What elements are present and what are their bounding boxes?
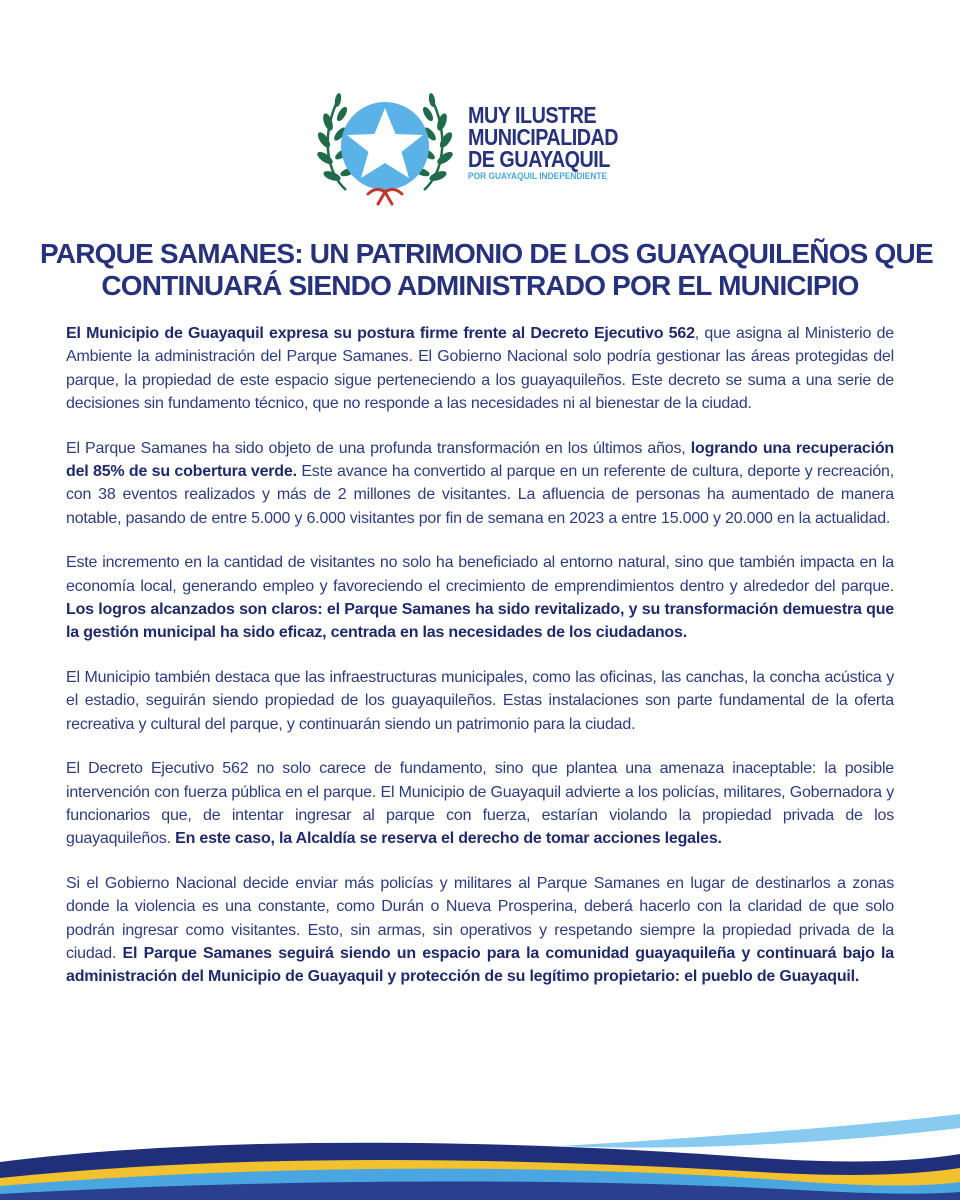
paragraph [66, 322, 894, 416]
emphasis-text: El Parque Samanes seguirá siendo un espacio para la comunidad guayaquileña y continuará bajo la administración del Municipio de Guayaquil y protección de su legítimo propietario: el pueblo de Guayaquil. [66, 944, 894, 986]
body-text: El Parque Samanes ha sido objeto de una profunda transformación en los últimos años, [66, 439, 691, 457]
body-text: Si el Gobierno Nacional decide enviar más policías y militares al Parque Samanes en lugar de destinarlos a zonas donde la violencia es una constante, como Durán o Nueva Prosperina, deberá hacerlo con la claridad de que solo podrán ingresar como visitantes. Esto, sin armas, sin operativos y respetando siempre la propiedad privada de la ciudad. [66, 874, 894, 962]
body-text: , que asigna al Ministerio de Ambiente la administración del Parque Samanes. El Gobierno Nacional solo podría gestionar las áreas protegidas del parque, la propiedad de este espacio sigue perteneciendo a los guayaquileños. Este decreto se suma a una serie de decisiones sin fundamento técnico, que no responde a las necesidades ni al bienestar de la ciudad. [66, 325, 894, 413]
body-text: El Decreto Ejecutivo 562 no solo carece de fundamento, sino que plantea una amenaza inaceptable: la posible intervención con fuerza pública en el parque. El Municipio de Guayaquil advierte a los policías, militares, Gobernadora y funcionarios que, de intentar ingresar al parque con fuerza, estarían violando la propiedad privada de los guayaquileños. [66, 760, 894, 848]
body-text: Este incremento en la cantidad de visitantes no solo ha beneficiado al entorno natural, sino que también impacta en la economía local, generando empleo y favoreciendo el crecimiento de emprendimientos dentro y alrededor del parque. [66, 554, 894, 595]
ribbon-bow-icon [368, 189, 402, 204]
emphasis-text: logrando una recuperación del 85% de su cobertura verde. [66, 439, 894, 481]
emphasis-text: En este caso, la Alcaldía se reserva el derecho de tomar acciones legales. [175, 830, 722, 848]
paragraph [66, 666, 894, 736]
brand-line: MUY ILUSTRE [468, 102, 597, 128]
body-text: El Municipio también destaca que las infraestructuras municipales, como las oficinas, las canchas, la concha acústica y el estadio, seguirán siendo propiedad de los guayaquileños. Estas instalaciones son parte fundamental de la oferta recreativa y cultural del parque, y continuarán siendo un patrimonio para la ciudad. [66, 668, 894, 733]
title-line: CONTINUARÁ SIENDO ADMINISTRADO POR EL MUNICIPIO [101, 270, 859, 301]
brand-wordmark [468, 104, 708, 183]
brand-line: DE GUAYAQUIL [468, 146, 610, 172]
brand-line: MUNICIPALIDAD [468, 124, 619, 150]
page-header [0, 92, 960, 212]
title-line: PARQUE SAMANES: UN PATRIMONIO DE LOS GUAYAQUILEÑOS QUE [40, 238, 933, 269]
decorative-waves [0, 1100, 960, 1200]
paragraph [66, 437, 894, 531]
paragraph [66, 757, 894, 851]
emphasis-text: Los logros alcanzados son claros: el Parque Samanes ha sido revitalizado, y su transformación demuestra que la gestión municipal ha sido eficaz, centrada en las necesidades de los ciudadanos. [66, 601, 894, 642]
municipal-seal-icon [316, 92, 454, 210]
emphasis-text: El Municipio de Guayaquil expresa su postura firme frente al Decreto Ejecutivo 562 [66, 325, 695, 342]
brand-tagline: POR GUAYAQUIL INDEPENDIENTE [468, 171, 608, 182]
paragraph [66, 551, 894, 645]
page-title [40, 238, 933, 302]
article-body [66, 322, 894, 1010]
paragraph [66, 872, 894, 989]
body-text: Este avance ha convertido al parque en un referente de cultura, deporte y recreación, con 38 eventos realizados y más de 2 millones de visitantes. La afluencia de personas ha aumentado de manera notable, pasando de entre 5.000 y 6.000 visitantes por fin de semana en 2023 a entre 15.000 y 20.000 en la actualidad. [66, 463, 894, 527]
